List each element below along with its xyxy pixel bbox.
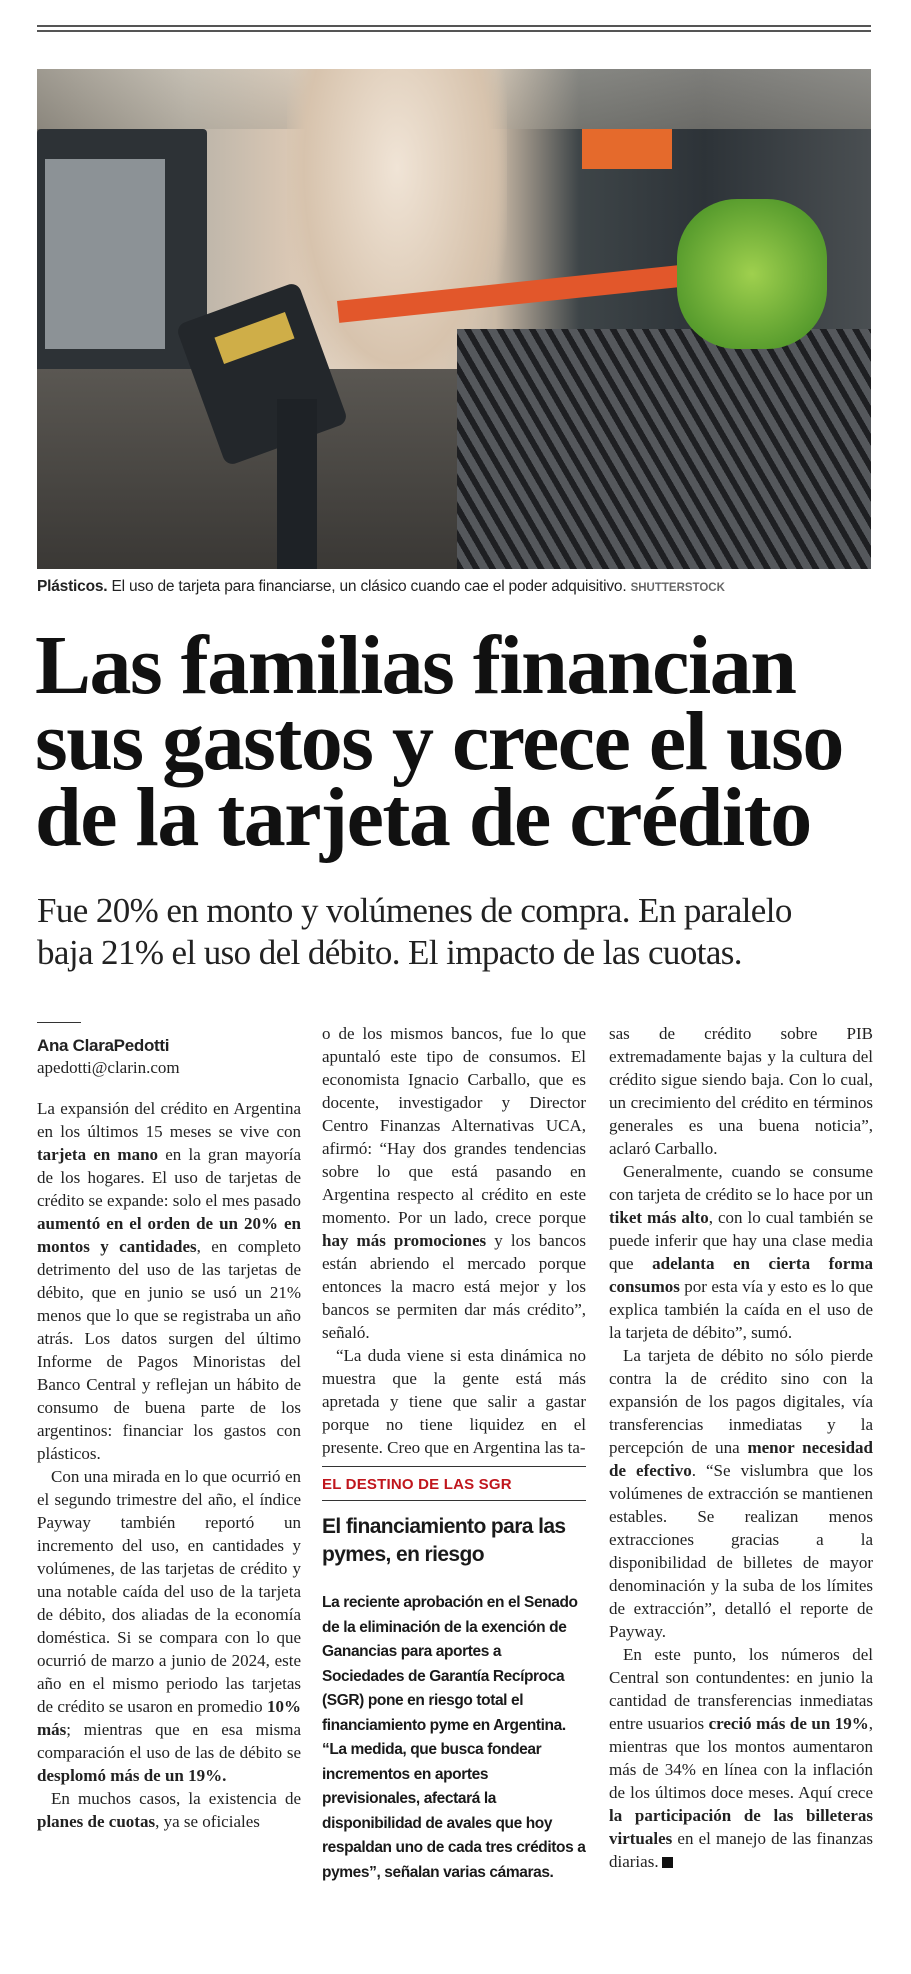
text-run: , mientras que los montos aumentaron más de 34% en línea con la inflación de los últimos doce meses. Aquí crece xyxy=(609,1714,873,1802)
text-run: , en completo detrimento del uso de las tarjetas de débito, que en junio se usó un 21% menos que lo que se registraba un año atrás. Los datos surgen del último Informe de Pagos Minoristas del Banco Central y reflejan un hábito de consumo de buena parte de los argentinos: financiar los gastos con plásticos. xyxy=(37,1237,301,1463)
article-column-2 xyxy=(322,1022,586,1459)
bold-text: desplomó más de un 19%. xyxy=(37,1766,227,1785)
bold-text: menor necesidad de efectivo xyxy=(609,1438,873,1480)
photo-credit: SHUTTERSTOCK xyxy=(630,582,725,594)
article-paragraph xyxy=(609,1643,873,1873)
article-paragraph xyxy=(37,1097,301,1465)
bold-text: adelanta en cierta forma consumos xyxy=(609,1254,874,1296)
text-run: La tarjeta de débito no sólo pierde contra la de crédito sino con la expansión de los pagos digitales, vía transferencias inmediatas y la percepción de una xyxy=(609,1346,873,1457)
byline-rule xyxy=(37,1022,81,1023)
sidebar-body: La reciente aprobación en el Senado de la eliminación de la exención de Ganancias para aportes a Sociedades de Garantía Recíproca (SGR) pone en riesgo total el financiamiento pyme en Argentina. “La medida, que busca fondear incrementos en aportes previsionales, afectará la disponibilidad de avales que hoy respaldan uno de cada tres créditos a pymes”, señalan varias cámaras. xyxy=(322,1594,586,1881)
article-column-1 xyxy=(37,1022,301,1833)
text-run: “La duda viene si esta dinámica no muestra que la gente está más apretada y tiene que salir a gastar porque no tiene liquidez en el presente. Creo que en Argentina las ta- xyxy=(322,1346,586,1457)
bold-text: creció más de un 19% xyxy=(708,1714,869,1733)
article-paragraph xyxy=(609,1022,873,1160)
sidebar-rule xyxy=(322,1500,586,1501)
article-paragraph xyxy=(609,1160,873,1344)
text-run: y los bancos están abriendo el mercado porque entonces la macro está mejor y los bancos se permiten dar más crédito”, señaló. xyxy=(322,1231,586,1342)
photo-caption xyxy=(37,578,871,596)
bold-text: aumentó en el orden de un 20% en montos y cantidades xyxy=(37,1214,301,1256)
sidebar-box xyxy=(322,1466,586,1885)
text-run: , con lo cual también se puede inferir que hay una clase media que xyxy=(609,1208,873,1273)
author-name: Ana ClaraPedotti xyxy=(37,1036,170,1055)
text-run: En este punto, los números del Central son contundentes: en junio la cantidad de transferencias inmediatas entre usuarios xyxy=(609,1645,873,1733)
text-run: Generalmente, cuando se consume con tarjeta de crédito se lo hace por un xyxy=(609,1162,873,1204)
bold-text: la participación de las billeteras virtuales xyxy=(609,1806,873,1848)
text-run: . “Se vislumbra que los volúmenes de extracción se mantienen estables. Se realizan menos extracciones gracias a la disponibilidad de billetes de mayor denominación y la suba de los límites de extracción”, detalló el reporte de Payway. xyxy=(609,1461,874,1641)
article-photo xyxy=(37,69,871,569)
text-run: En muchos casos, la existencia de xyxy=(51,1789,301,1808)
article-paragraph xyxy=(37,1787,301,1833)
caption-text: El uso de tarjeta para financiarse, un clásico cuando cae el poder adquisitivo. xyxy=(107,578,627,595)
bold-text: 10% más xyxy=(37,1697,301,1739)
bold-text: tiket más alto xyxy=(609,1208,709,1227)
text-run: o de los mismos bancos, fue lo que apuntaló este tipo de consumos. El economista Ignacio Carballo, que es docente, investigador y Director Centro Finanzas Alternativas UCA, afirmó: “Hay dos grandes tendencias sobre lo que está pasando en Argentina respecto al crédito en este momento. Por un lado, crece porque xyxy=(322,1024,586,1227)
headline-line: de la tarjeta de crédito xyxy=(35,771,811,864)
sidebar-title: El financiamiento para las pymes, en riesgo xyxy=(322,1515,566,1566)
sidebar-kicker: EL DESTINO DE LAS SGR xyxy=(322,1476,512,1493)
article-paragraph xyxy=(322,1344,586,1459)
subheadline xyxy=(37,890,897,974)
text-run: , ya se oficiales xyxy=(155,1812,260,1831)
bold-text: hay más promociones xyxy=(322,1231,487,1250)
article-paragraph xyxy=(37,1465,301,1787)
text-run: La expansión del crédito en Argentina en los últimos 15 meses se vive con xyxy=(37,1099,301,1141)
caption-lead: Plásticos. xyxy=(37,578,108,595)
bold-text: planes de cuotas xyxy=(37,1812,156,1831)
article-paragraph xyxy=(322,1022,586,1344)
subheadline-line: Fue 20% en monto y volúmenes de compra. En paralelo xyxy=(37,891,792,930)
text-run: en la gran mayoría de los hogares. El uso de tarjetas de crédito se expande: solo el mes pasado xyxy=(37,1145,301,1210)
text-run: en el manejo de las finanzas diarias. xyxy=(609,1829,873,1871)
top-rule-2 xyxy=(37,30,871,32)
text-run: por esta vía y esto es lo que explica también la caída en el uso de la tarjeta de débito”, sumó. xyxy=(609,1277,873,1342)
author-email[interactable]: apedotti@clarin.com xyxy=(37,1058,180,1077)
top-rule xyxy=(37,25,871,27)
bold-text: tarjeta en mano xyxy=(37,1145,159,1164)
text-run: ; mientras que en esa misma comparación el uso de las de débito se xyxy=(37,1720,301,1762)
headline-line: Las familias financian xyxy=(35,619,796,712)
end-of-article-mark xyxy=(662,1857,673,1868)
subheadline-line: baja 21% el uso del débito. El impacto de las cuotas. xyxy=(37,933,742,972)
headline xyxy=(35,619,895,864)
text-run: sas de crédito sobre PIB extremadamente bajas y la cultura del crédito sigue siendo baja. Con lo cual, un crecimiento del crédito en términos generales es una buena noticia”, aclaró Carballo. xyxy=(609,1024,873,1158)
article-paragraph xyxy=(609,1344,873,1643)
headline-line: sus gastos y crece el uso xyxy=(35,695,843,788)
text-run: Con una mirada en lo que ocurrió en el segundo trimestre del año, el índice Payway también reportó un incremento del uso, en cantidades y volúmenes, de las tarjetas de crédito y una notable caída del uso de la tarjeta de débito, dos aliadas de la economía doméstica. Si se compara con lo que ocurrió de marzo a junio de 2024, este año en el mismo periodo las tarjetas de crédito se usaron en promedio xyxy=(37,1467,301,1716)
article-column-3 xyxy=(609,1022,873,1873)
